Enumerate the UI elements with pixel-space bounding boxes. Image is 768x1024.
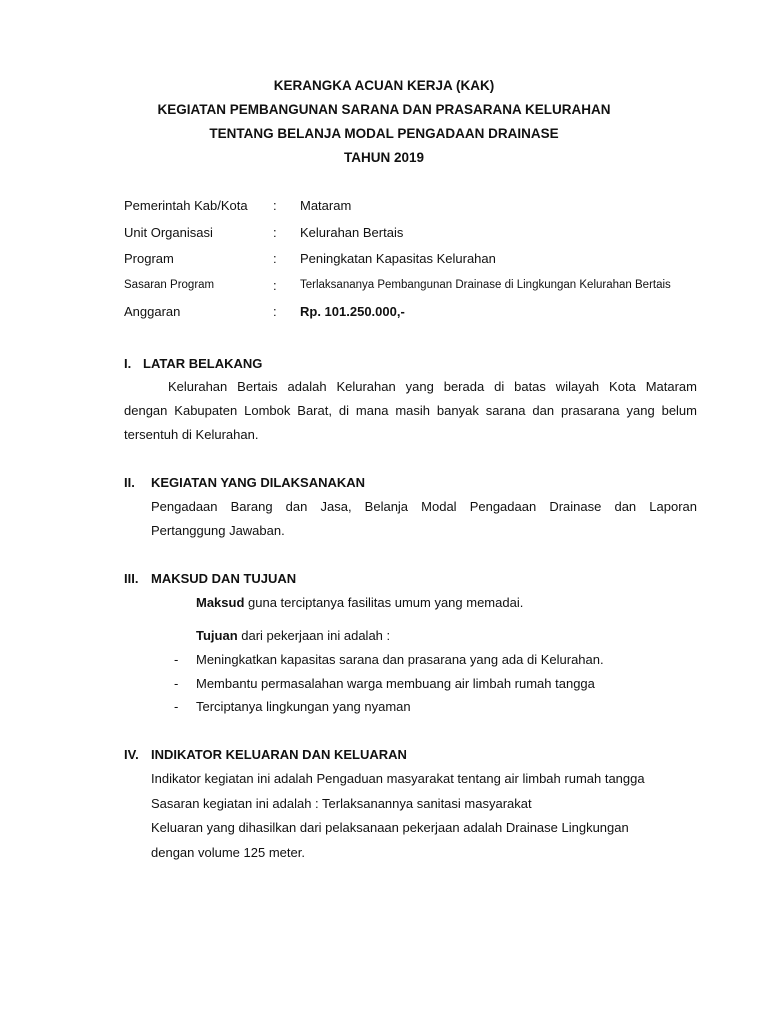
paragraph-line: Kelurahan Bertais adalah Kelurahan yang berada di batas wilayah Kota Mataram [168,379,697,394]
section-title-latar-belakang: LATAR BELAKANG [143,356,263,371]
info-value-pemerintah: Mataram [300,198,352,213]
info-sep: : [273,251,277,266]
info-label-pemerintah: Pemerintah Kab/Kota [124,198,248,213]
list-item: Membantu permasalahan warga membuang air limbah rumah tangga [196,676,595,691]
paragraph-line: Indikator kegiatan ini adalah Pengaduan masyarakat tentang air limbah rumah tangga [151,771,645,786]
section-number: IV. [124,747,139,762]
info-value-program: Peningkatan Kapasitas Kelurahan [300,251,496,266]
section-title-kegiatan: KEGIATAN YANG DILAKSANAKAN [151,475,366,490]
bullet-dash: - [174,676,179,691]
maksud-text: guna terciptanya fasilitas umum yang memadai. [244,595,524,610]
paragraph-line: dengan volume 125 meter. [151,845,305,860]
paragraph-line: Pengadaan Barang dan Jasa, Belanja Modal Pengadaan Drainase dan Laporan [151,499,697,514]
tujuan-label: Tujuan [196,628,238,643]
bullet-dash: - [174,699,179,714]
maksud-label: Maksud [196,595,245,610]
tujuan-line [196,628,390,643]
section-number: III. [124,571,139,586]
info-sep: : [273,304,277,319]
doc-title-line3: TENTANG BELANJA MODAL PENGADAAN DRAINASE [209,126,559,141]
doc-title-year: TAHUN 2019 [343,150,425,165]
doc-title-line2: KEGIATAN PEMBANGUNAN SARANA DAN PRASARANA KELURAHAN [157,102,611,117]
info-label-sasaran: Sasaran Program [124,279,215,291]
info-value-anggaran: Rp. 101.250.000,- [300,304,405,319]
info-value-sasaran: Terlaksananya Pembangunan Drainase di Lingkungan Kelurahan Bertais [300,279,671,291]
info-sep: : [273,278,277,293]
list-item: Meningkatkan kapasitas sarana dan prasarana yang ada di Kelurahan. [196,652,604,667]
maksud-line [196,595,523,610]
section-number: II. [124,475,135,490]
paragraph-line: dengan Kabupaten Lombok Barat, di mana masih banyak sarana dan prasarana yang belum [124,403,697,418]
list-item: Terciptanya lingkungan yang nyaman [196,699,411,714]
paragraph-line: Sasaran kegiatan ini adalah : Terlaksanannya sanitasi masyarakat [151,796,532,811]
info-sep: : [273,225,277,240]
doc-title-line1: KERANGKA ACUAN KERJA (KAK) [273,78,495,93]
info-label-program: Program [124,251,174,266]
section-title-maksud: MAKSUD DAN TUJUAN [151,571,297,586]
info-value-unit: Kelurahan Bertais [300,225,404,240]
paragraph-line: Pertanggung Jawaban. [151,523,285,538]
info-sep: : [273,198,277,213]
info-label-anggaran: Anggaran [124,304,181,319]
section-number: I. [124,356,132,371]
paragraph-line: tersentuh di Kelurahan. [124,427,259,442]
bullet-dash: - [174,652,179,667]
paragraph-line: Keluaran yang dihasilkan dari pelaksanaan pekerjaan adalah Drainase Lingkungan [151,820,629,835]
info-label-unit: Unit Organisasi [124,225,213,240]
tujuan-text: dari pekerjaan ini adalah : [237,628,391,643]
section-title-indikator: INDIKATOR KELUARAN DAN KELUARAN [151,747,407,762]
